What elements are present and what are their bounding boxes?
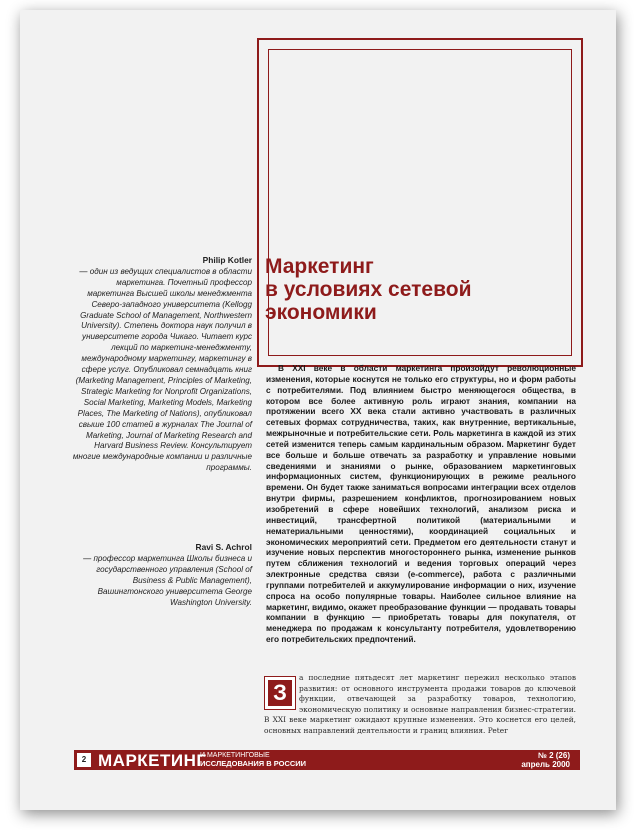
page-footer <box>74 750 580 770</box>
page-number: 2 <box>77 753 91 767</box>
magazine-page <box>20 10 616 810</box>
author-bio-text: — один из ведущих специалистов в области маркетинга. Почетный профессор маркетинга Высшей школы менеджмента Северо-западного университета (Kellogg Graduate School of Management, Northwestern University). Степень доктора наук получил в университете города Чикаго. Читает курс лекций по маркетинг-менеджменту, международному маркетингу, маркетингу в сфере услуг. Опубликовал семнадцать книг (Marketing Management, Principles of Marketing, Strategic Marketing for Nonprofit Organizations, Social Marketing, Marketing Models, Marketing Places, The Marketing of Nations), опубликовал свыше 100 статей в журналах The Journal of Marketing, Journal of Marketing Research and Harvard Business Review. Консультирует многие международные компании и различные программы. <box>72 266 252 473</box>
issue-date: апрель 2000 <box>521 760 570 769</box>
article-title <box>265 255 565 324</box>
author-bio-achrol <box>68 542 252 608</box>
body-text: а последние пятьдесят лет маркетинг пережил несколько этапов развития: от основного инструмента продажи товаров до ключевой функции, отвечающей за разработку товаров, технологию, экономическую политику и основные направления бизнес-стратегии. В XXI веке маркетинг ожидают крупные изменения. Это коснется его целей, основных направлений деятельности и границ влияния. Peter <box>264 673 576 735</box>
title-line-2: в условиях сетевой <box>265 278 472 301</box>
issue-info <box>521 751 570 769</box>
title-line-1: Маркетинг <box>265 255 374 278</box>
title-line-3: экономики <box>265 301 377 324</box>
issue-number: № 2 (26) <box>537 751 570 760</box>
author-bio-text: — профессор маркетинга Школы бизнеса и государственного управления (School of Business & Public Management), Вашингтонского университета George Washington University. <box>83 553 252 607</box>
magazine-brand-sub-top: И МАРКЕТИНГОВЫЕ <box>200 752 270 759</box>
article-body <box>264 673 576 737</box>
author-name: Philip Kotler <box>202 255 252 265</box>
magazine-brand: МАРКЕТИНГ <box>98 751 207 770</box>
article-lead: В XXI веке в области маркетинга произойдут революционные изменения, которые коснутся не только его структуры, но и форм работы с потребителями. Под влиянием быстро меняющегося общества, в котором все более активную роль играют знания, компании на протяжении всего XX века стали активно участвовать в различных сетевых формах сотрудничества, таких, как внутренние, вертикальные, межрыночные и потребительские сети. Роль маркетинга в каждой из этих сетей изменится теперь самым кардинальным образом. Маркетинг будет все больше и больше отвечать за разработку и управление новыми сведениями и знаниями о рынке, образованием маркетинговых информационных систем, функционирующих в режиме реального времени. Он будет также заниматься вопросами интеграции всех отделов внутри фирмы, разрешением конфликтов, прогнозированием новых изобретений в сфере новейших технологий, анализом риска и инвестиций, трансфертной политикой (материальными и нематериальными ценностями), координацией социальных и экономических мероприятий сети. Предметом его деятельности станут и изучение новых перспектив многостороннего рынка, изменение рынков путем сближения технологий и ведения торговых операций через электронные средства связи (e-commerce), работа с различными группами потребителей и аккумулирование информации о них, изучение спроса на особо популярные товары. Наиболее сильное влияние на маркетинг, видимо, окажет преобразование функции — продавать товары компании в функцию — приобретать товары для покупателя, от менеджера по продажам к консультанту потребителя, удовлетворению его потребительских предпочтений. <box>266 363 576 645</box>
drop-cap-letter: З <box>268 680 292 706</box>
magazine-brand-sub-bottom: ИССЛЕДОВАНИЯ В РОССИИ <box>200 759 307 768</box>
author-name: Ravi S. Achrol <box>195 542 252 552</box>
author-bio-kotler <box>68 255 252 474</box>
